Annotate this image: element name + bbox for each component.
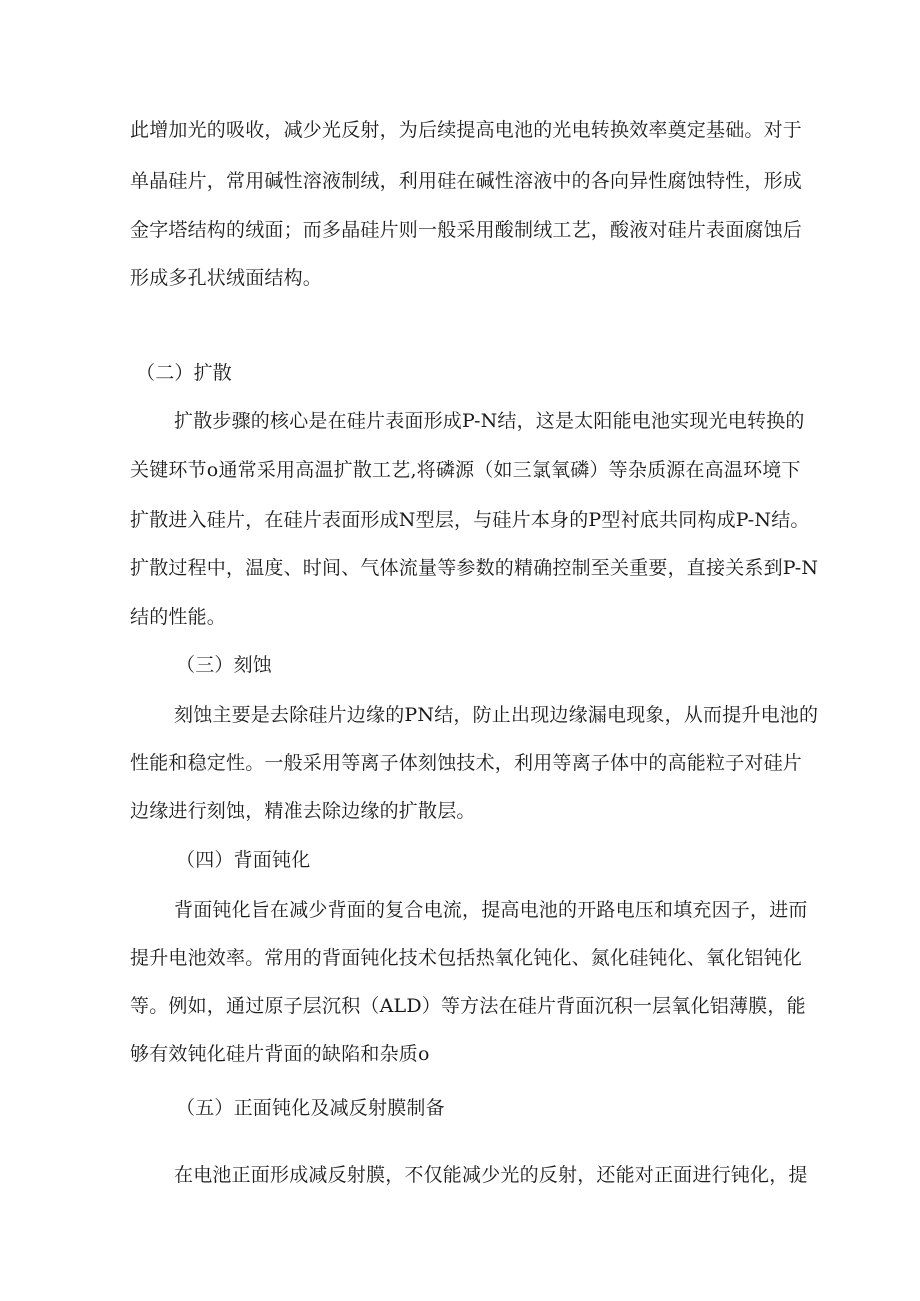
paragraph-line: 背面钝化旨在减少背面的复合电流，提高电池的开路电压和填充因子，进而 — [174, 899, 808, 921]
paragraph-line: 关键环节o通常采用高温扩散工艺,将磷源（如三氯氧磷）等杂质源在高温环境下 — [130, 459, 801, 481]
paragraph-line: 扩散进入硅片，在硅片表面形成N型层，与硅片本身的P型衬底共同构成P-N结。 — [130, 509, 810, 531]
paragraph-line: 此增加光的吸收，减少光反射，为后续提高电池的光电转换效率奠定基础。对于 — [130, 119, 803, 141]
paragraph-line: 在电池正面形成减反射膜，不仅能减少光的反射，还能对正面进行钝化，提 — [174, 1164, 808, 1186]
paragraph-line: 边缘进行刻蚀，精准去除边缘的扩散层。 — [130, 800, 476, 822]
paragraph-line: 性能和稳定性。一般采用等离子体刻蚀技术，利用等离子体中的高能粒子对硅片 — [130, 752, 803, 774]
section-heading-etching: （三）刻蚀 — [176, 654, 273, 676]
paragraph-line: 扩散步骤的核心是在硅片表面形成P-N结，这是太阳能电池实现光电转换的 — [174, 410, 805, 432]
paragraph-line: 刻蚀主要是去除硅片边缘的PN结，防止出现边缘漏电现象，从而提升电池的 — [174, 704, 819, 726]
paragraph-line: 扩散过程中，温度、时间、气体流量等参数的精确控制至关重要，直接关系到P-N — [130, 557, 819, 579]
section-heading-back-passivation: （四）背面钝化 — [176, 849, 311, 871]
paragraph-line: 等。例如，通过原子层沉积（ALD）等方法在硅片背面沉积一层氧化铝薄膜，能 — [130, 995, 806, 1017]
paragraph-line: 够有效钝化硅片背面的缺陷和杂质o — [130, 1043, 430, 1065]
paragraph-line: 形成多孔状绒面结构。 — [130, 267, 323, 289]
section-heading-front-passivation: （五）正面钝化及减反射膜制备 — [176, 1097, 445, 1119]
paragraph-line: 提升电池效率。常用的背面钝化技术包括热氧化钝化、氮化硅钝化、氧化铝钝化 — [130, 947, 803, 969]
paragraph-line: 金字塔结构的绒面；而多晶硅片则一般采用酸制绒工艺，酸液对硅片表面腐蚀后 — [130, 219, 803, 241]
paragraph-line: 结的性能。 — [130, 606, 227, 628]
section-heading-diffusion: （二）扩散 — [136, 362, 233, 384]
paragraph-line: 单晶硅片，常用碱性溶液制绒，利用硅在碱性溶液中的各向异性腐蚀特性，形成 — [130, 170, 803, 192]
